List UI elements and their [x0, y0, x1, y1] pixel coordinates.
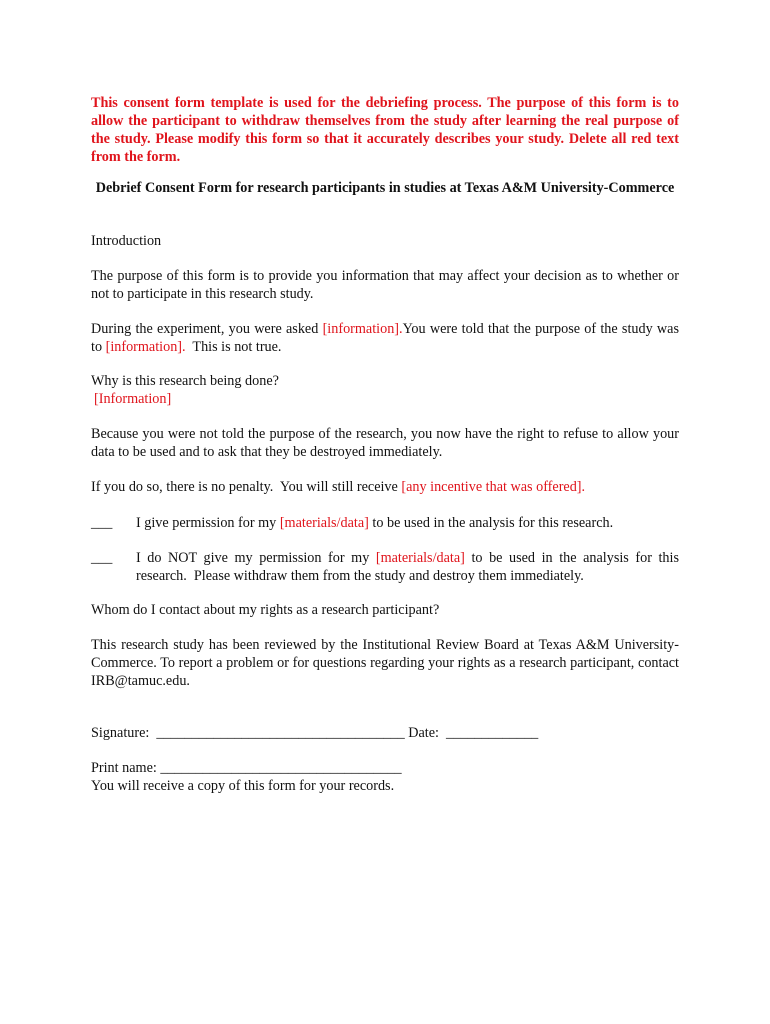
no-permission-option	[136, 549, 683, 585]
form-title: Debrief Consent Form for research participants in studies at Texas A&M University-Commerce	[95, 180, 675, 196]
permission-option	[136, 514, 679, 532]
intro-paragraph: The purpose of this form is to provide you information that may affect your decision as to whether or not to participate in this research study.	[91, 268, 679, 302]
contact-question: Whom do I contact about my rights as a research participant?	[91, 602, 440, 618]
experiment-placeholder-1: [information].	[322, 321, 403, 337]
no-permission-blank[interactable]: ___	[91, 550, 113, 566]
permission-text: I give permission for my	[136, 515, 280, 531]
print-name-line[interactable]: Print name: __________________________________	[91, 760, 402, 776]
experiment-paragraph	[91, 320, 679, 356]
signature-date-line[interactable]: Signature: ___________________________________ Date: _____________	[91, 725, 539, 741]
penalty-text: If you do so, there is no penalty. You will still receive	[91, 479, 402, 495]
experiment-placeholder-2: [information].	[105, 339, 186, 355]
why-placeholder: [Information]	[94, 391, 172, 407]
experiment-text-2: You were told that the purpose of the study was to	[91, 321, 679, 355]
copy-note: You will receive a copy of this form for your records.	[91, 778, 395, 794]
no-permission-text: I do NOT give my permission for my	[136, 550, 376, 566]
contact-paragraph: This research study has been reviewed by the Institutional Review Board at Texas A&M University-Commerce. To report a problem or for questions regarding your rights as a research participant, contact IRB@tamuc.edu.	[91, 637, 679, 689]
why-question: Why is this research being done?	[91, 373, 279, 389]
permission-placeholder: [materials/data]	[279, 515, 369, 531]
experiment-text-1: During the experiment, you were asked	[91, 321, 323, 337]
penalty-placeholder: [any incentive that was offered].	[401, 479, 586, 495]
because-paragraph: Because you were not told the purpose of the research, you now have the right to refuse to allow your data to be used and to ask that they be destroyed immediately.	[91, 426, 679, 460]
no-permission-placeholder: [materials/data]	[375, 550, 465, 566]
permission-text-end: to be used in the analysis for this research.	[368, 515, 614, 531]
introduction-heading: Introduction	[91, 233, 162, 249]
penalty-paragraph	[91, 478, 679, 496]
no-permission-text-end: to be used in the analysis for this research. Please withdraw them from the study and destroy them immediately.	[136, 550, 683, 584]
experiment-text-3: This is not true.	[185, 339, 282, 355]
permission-blank[interactable]: ___	[91, 515, 113, 531]
template-instructions: This consent form template is used for the debriefing process. The purpose of this form is to allow the participant to withdraw themselves from the study after learning the real purpose of the study. Please modify this form so that it accurately describes your study. Delete all red text from the form.	[91, 95, 679, 165]
